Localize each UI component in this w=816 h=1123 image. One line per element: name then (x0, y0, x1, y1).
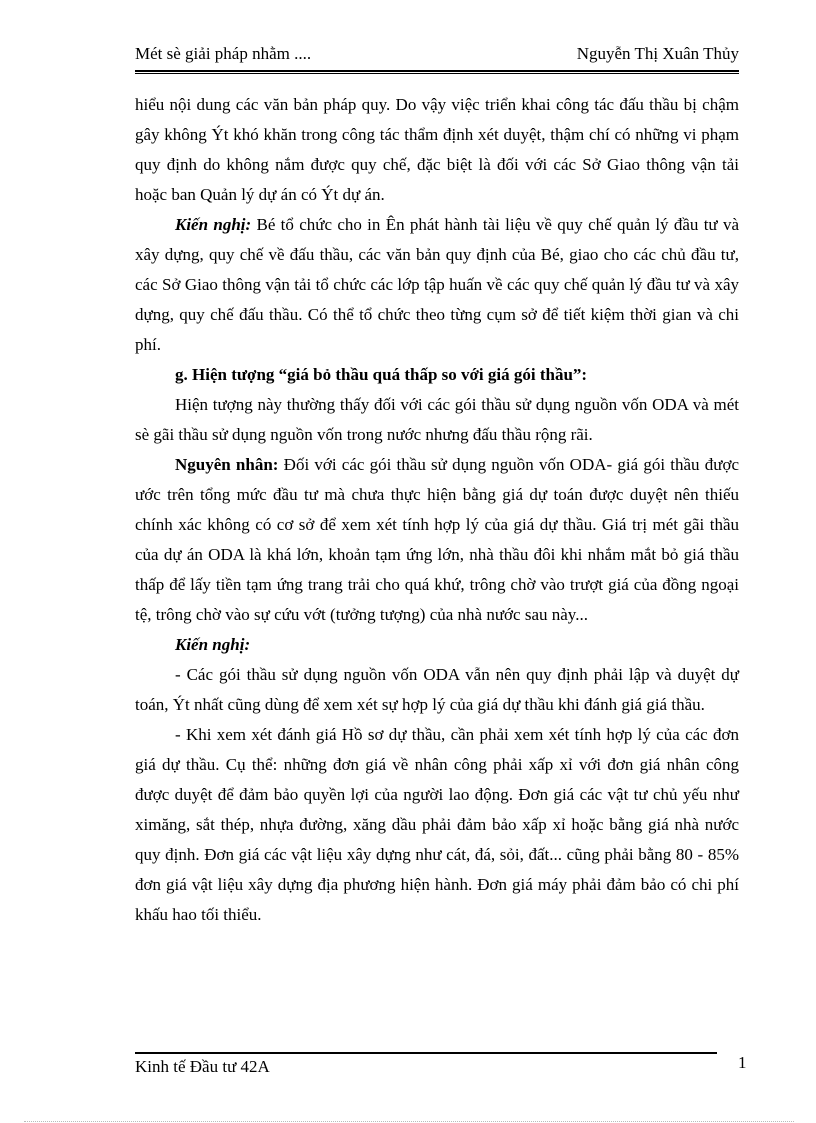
recommendation-label: Kiến nghị: (175, 215, 252, 234)
header-divider-thin (135, 73, 739, 74)
cause-label: Nguyên nhân: (175, 455, 279, 474)
paragraph-recommendation-1: Kiến nghị: Bé tổ chức cho in Ên phát hành tài liệu về quy chế quản lý đầu tư và xây dựng, quy chế về đấu thầu, các văn bản quy định của Bé, giao cho các chủ đầu tư, các Sở Giao thông vận tải tổ chức các lớp tập huấn về các quy chế quản lý đầu tư và xây dựng, quy chế đấu thầu. Có thể tổ chức theo từng cụm sở để tiết kiệm thời gian và chi phí. (135, 215, 740, 354)
page-number: 1 (738, 1053, 747, 1072)
header-document-title: Mét sè giải pháp nhằm .... (135, 44, 312, 63)
paragraph-cause: Nguyên nhân: Đối với các gói thầu sử dụng nguồn vốn ODA- giá gói thầu được ước trên tổng mức đầu tư mà chưa thực hiện bằng giá dự toán được duyệt nên thiếu chính xác không có cơ sở để xem xét tính hợp lý của giá dự thầu. Giá trị mét gãi thầu của dự án ODA là khá lớn, khoản tạm ứng lớn, nhà thầu đôi khi nhắm mắt bỏ giá thầu thấp để lấy tiền tạm ứng trang trải cho quá khứ, trông chờ vào trượt giá của đồng ngoại tệ, trông chờ vào sự cứu vớt (tưởng tượng) của nhà nước sau này... (135, 455, 739, 624)
page-bottom-edge (24, 1121, 794, 1122)
document-body (135, 90, 739, 930)
paragraph-phenomenon: Hiện tượng này thường thấy đối với các gói thầu sử dụng nguồn vốn ODA và mét sè gãi thầu sử dụng nguồn vốn trong nước nhưng đấu thầu rộng rãi. (135, 395, 739, 444)
paragraph-bullet-1: - Các gói thầu sử dụng nguồn vốn ODA vẫn nên quy định phải lập và duyệt dự toán, Ýt nhất cũng dùng để xem xét sự hợp lý của giá dự thầu khi đánh giá giá thầu. (135, 665, 739, 714)
footer-divider (135, 1052, 717, 1054)
paragraph-continuation: hiểu nội dung các văn bản pháp quy. Do vậy việc triển khai công tác đấu thầu bị chậm gây không Ýt khó khăn trong công tác thẩm định xét duyệt, thậm chí có những vi phạm quy định do không nắm được quy chế, đặc biệt là đối với các Sở Giao thông vận tải hoặc ban Quản lý dự án có Ýt dự án. (135, 95, 739, 204)
paragraph-recommendation-2-label (135, 630, 739, 660)
footer-course: Kinh tế Đầu tư 42A (135, 1057, 270, 1076)
paragraph-bullet-2: - Khi xem xét đánh giá Hồ sơ dự thầu, cần phải xem xét tính hợp lý của các đơn giá dự thầu. Cụ thể: những đơn giá về nhân công phải xấp xỉ với đơn giá nhân công được duyệt để đảm bảo quyền lợi của người lao động. Đơn giá các vật tư chủ yếu như ximăng, sắt thép, nhựa đường, xăng dầu phải đảm bảo xấp xỉ hoặc bằng giá nhà nước quy định. Đơn giá các vật liệu xây dựng như cát, đá, sỏi, đất... cũng phải bằng 80 - 85% đơn giá vật liệu xây dựng địa phương hiện hành. Đơn giá máy phải đảm bảo có chi phí khấu hao tối thiểu. (135, 725, 739, 924)
header-author: Nguyễn Thị Xuân Thủy (576, 44, 739, 63)
header-divider (135, 70, 739, 72)
section-heading-g: g. Hiện tượng “giá bỏ thầu quá thấp so với giá gói thầu”: (175, 365, 588, 384)
recommendation-label: Kiến nghị: (175, 635, 251, 654)
